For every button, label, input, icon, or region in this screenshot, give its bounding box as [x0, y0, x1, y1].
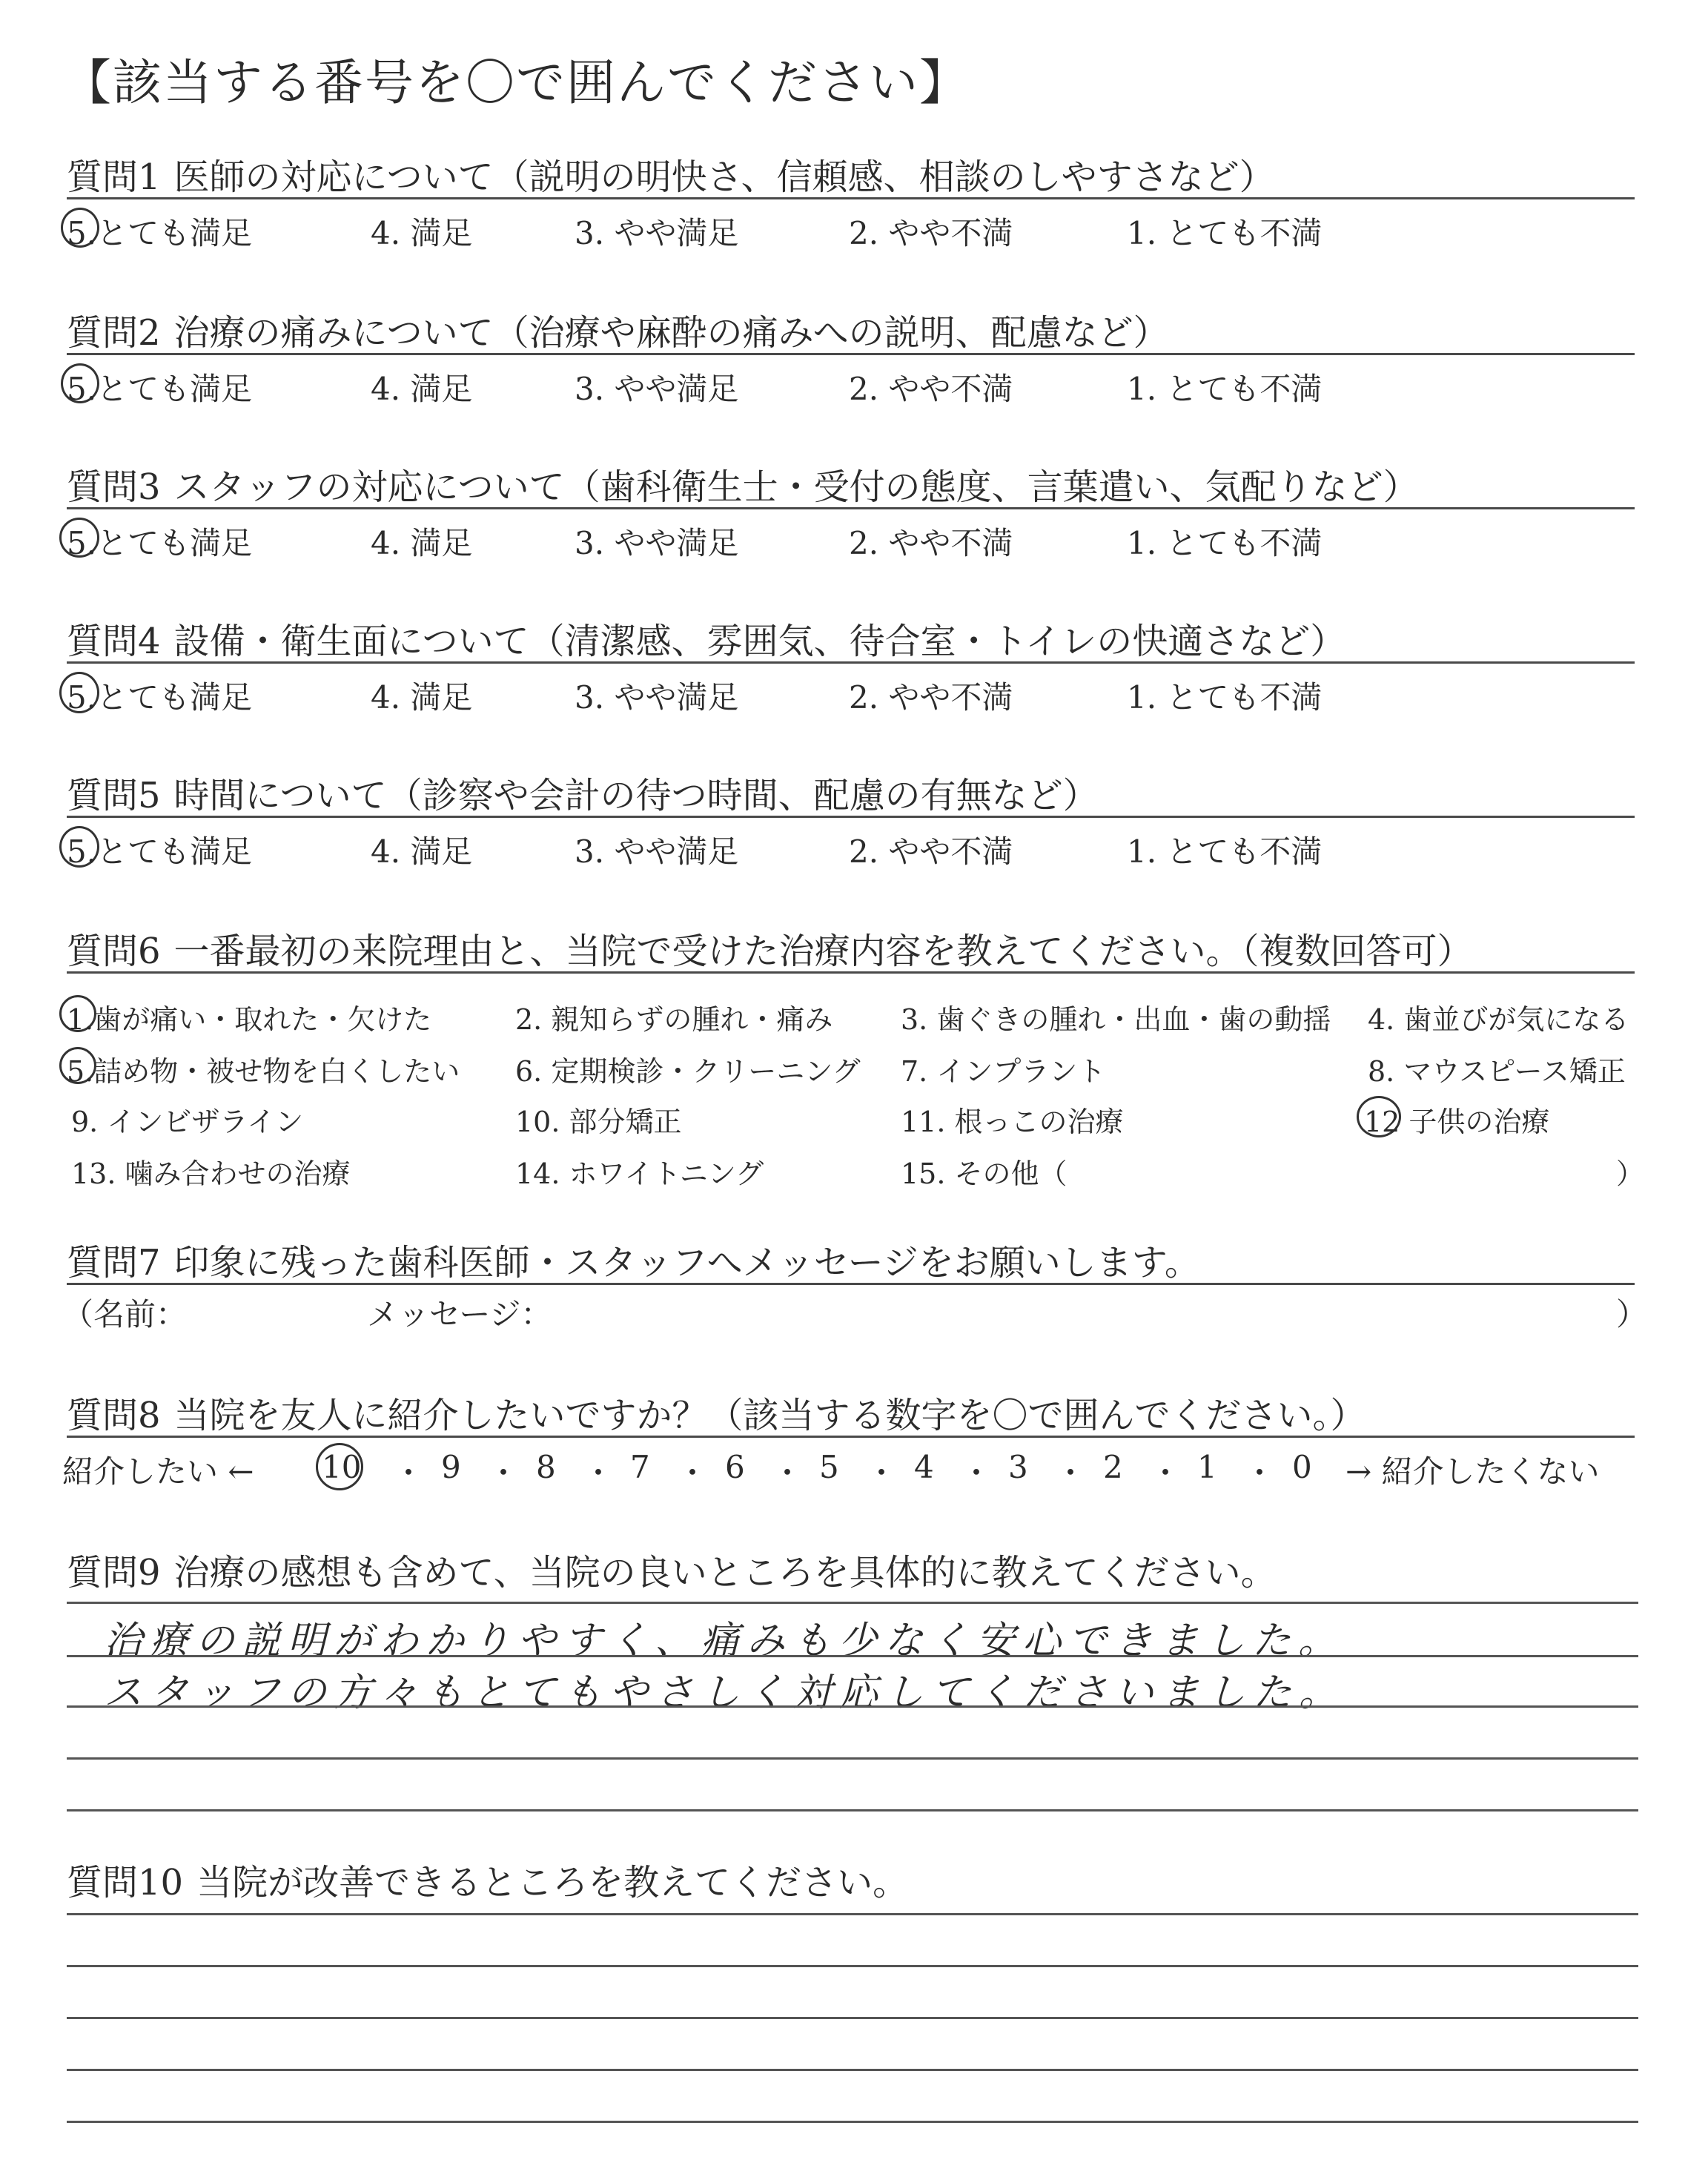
- rating-option-4[interactable]: 4. 満足: [371, 679, 473, 716]
- rating-option-3[interactable]: 3. やや満足: [575, 679, 739, 716]
- question-text: 印象に残った歯科医師・スタッフへメッセージをお願いします。: [173, 1242, 1200, 1284]
- other-close-paren: ）: [1616, 1157, 1645, 1190]
- answer-rule: [67, 1283, 1635, 1285]
- answer-line: [67, 1655, 1638, 1657]
- answer-rule: [67, 816, 1635, 818]
- question-number: 質問4: [67, 621, 161, 662]
- rating-option-2[interactable]: 2. やや不満: [849, 679, 1013, 716]
- reason-option-5[interactable]: 5.詰め物・被せ物を白くしたい: [67, 1055, 460, 1088]
- reason-option-13[interactable]: 13. 噛み合わせの治療: [71, 1157, 351, 1190]
- question-text: 時間について（診察や会計の待つ時間、配慮の有無など）: [173, 775, 1099, 816]
- reason-option-1[interactable]: 1.歯が痛い・取れた・欠けた: [67, 1003, 432, 1036]
- question-text: 当院が改善できるところを教えてください。: [196, 1862, 909, 1903]
- question-header: [67, 922, 1638, 970]
- reason-option-4[interactable]: 4. 歯並びが気になる: [1368, 1003, 1629, 1036]
- answer-line: [67, 1965, 1638, 1967]
- message-label: メッセージ：: [367, 1296, 552, 1332]
- reason-option-7[interactable]: 7. インプラント: [901, 1055, 1106, 1088]
- question-number: 質問6: [67, 931, 161, 972]
- question-text: 当院を友人に紹介したいですか？（該当する数字を〇で囲んでください。）: [173, 1395, 1366, 1436]
- rating-option-2[interactable]: 2. やや不満: [849, 371, 1013, 407]
- question-header: [67, 304, 1638, 354]
- scale-1[interactable]: 1: [1197, 1449, 1217, 1485]
- question-text: 治療の痛みについて（治療や麻酔の痛みへの説明、配慮など）: [173, 312, 1169, 354]
- answer-line: [67, 1809, 1638, 1811]
- question-number: 質問10: [67, 1862, 184, 1903]
- rating-option-5[interactable]: 5.とても満足: [67, 833, 253, 870]
- rating-option-1[interactable]: 1. とても不満: [1127, 833, 1323, 870]
- question-header: [67, 1234, 1638, 1284]
- question-number: 質問2: [67, 312, 161, 354]
- rating-option-3[interactable]: 3. やや満足: [575, 525, 739, 561]
- handwritten-answer-line-1: 治療の説明がわかりやすく、痛みも少なく安心できました。: [104, 1619, 1344, 1663]
- question-number: 質問9: [67, 1552, 161, 1593]
- answer-line: [67, 1913, 1638, 1915]
- answer-line: [67, 2069, 1638, 2071]
- scale-dot: ・: [677, 1455, 709, 1491]
- rating-option-5[interactable]: 5.とても満足: [67, 525, 253, 561]
- answer-rule: [67, 661, 1635, 664]
- question-header: [67, 1387, 1638, 1434]
- rating-option-3[interactable]: 3. やや満足: [575, 215, 739, 251]
- answer-line: [67, 2017, 1638, 2019]
- reason-option-12[interactable]: 12 子供の治療: [1364, 1106, 1550, 1138]
- scale-dot: ・: [772, 1455, 804, 1491]
- scale-10[interactable]: 10: [322, 1449, 362, 1485]
- scale-8[interactable]: 8: [536, 1449, 556, 1485]
- question-header: [67, 612, 1638, 660]
- question-text: 医師の対応について（説明の明快さ、信頼感、相談のしやすさなど）: [173, 156, 1275, 198]
- rating-option-5[interactable]: 5.とても満足: [67, 371, 253, 407]
- answer-rule: [67, 1436, 1635, 1438]
- rating-option-5[interactable]: 5.とても満足: [67, 679, 253, 716]
- survey-title: 【該当する番号を〇で囲んでください】: [62, 54, 970, 111]
- answer-rule: [67, 971, 1635, 974]
- reason-option-8[interactable]: 8. マウスピース矯正: [1368, 1055, 1626, 1088]
- rating-option-1[interactable]: 1. とても不満: [1127, 679, 1323, 716]
- scale-dot: ・: [866, 1455, 898, 1491]
- reason-option-14[interactable]: 14. ホワイトニング: [515, 1157, 764, 1190]
- rating-option-4[interactable]: 4. 満足: [371, 525, 473, 561]
- scale-4[interactable]: 4: [914, 1449, 934, 1485]
- rating-options: [67, 828, 1638, 872]
- scale-9[interactable]: 9: [441, 1449, 461, 1485]
- rating-options: [67, 519, 1638, 564]
- rating-option-4[interactable]: 4. 満足: [371, 833, 473, 870]
- question-number: 質問3: [67, 466, 161, 508]
- scale-6[interactable]: 6: [725, 1449, 745, 1485]
- answer-rule: [67, 507, 1635, 509]
- rating-option-2[interactable]: 2. やや不満: [849, 215, 1013, 251]
- rating-option-2[interactable]: 2. やや不満: [849, 833, 1013, 870]
- reason-option-11[interactable]: 11. 根っこの治療: [901, 1106, 1124, 1138]
- reason-option-15[interactable]: 15. その他（: [901, 1157, 1068, 1190]
- scale-dot: ・: [583, 1455, 615, 1491]
- close-paren: ）: [1616, 1296, 1648, 1332]
- question-number: 質問5: [67, 775, 161, 816]
- name-label: （名前：: [62, 1296, 188, 1332]
- scale-dot: ・: [1055, 1455, 1087, 1491]
- question-text: 一番最初の来院理由と、当院で受けた治療内容を教えてください。（複数回答可）: [173, 931, 1473, 972]
- question-number: 質問7: [67, 1242, 161, 1284]
- answer-line: [67, 1602, 1638, 1604]
- rating-option-4[interactable]: 4. 満足: [371, 371, 473, 407]
- question-text: 治療の感想も含めて、当院の良いところを具体的に教えてください。: [173, 1552, 1277, 1593]
- scale-dot: ・: [1244, 1455, 1276, 1491]
- question-header: [67, 458, 1638, 506]
- scale-5[interactable]: 5: [819, 1449, 839, 1485]
- reason-option-2[interactable]: 2. 親知らずの腫れ・痛み: [515, 1003, 833, 1036]
- question-header: [67, 148, 1638, 196]
- reason-option-3[interactable]: 3. 歯ぐきの腫れ・出血・歯の動揺: [901, 1003, 1331, 1036]
- rating-option-1[interactable]: 1. とても不満: [1127, 215, 1323, 251]
- reason-option-6[interactable]: 6. 定期検診・クリーニング: [515, 1055, 861, 1088]
- rating-option-5[interactable]: 5.とても満足: [67, 215, 253, 251]
- scale-dot: ・: [393, 1455, 425, 1491]
- answer-line: [67, 1705, 1638, 1708]
- rating-option-1[interactable]: 1. とても不満: [1127, 525, 1323, 561]
- question-header: [67, 767, 1638, 814]
- rating-option-4[interactable]: 4. 満足: [371, 215, 473, 251]
- rating-option-3[interactable]: 3. やや満足: [575, 833, 739, 870]
- question-header: [67, 1854, 1638, 1901]
- scale-7[interactable]: 7: [630, 1449, 650, 1485]
- rating-option-1[interactable]: 1. とても不満: [1127, 371, 1323, 407]
- rating-option-2[interactable]: 2. やや不満: [849, 525, 1013, 561]
- rating-options: [67, 673, 1638, 718]
- scale-dot: ・: [1150, 1455, 1182, 1491]
- handwritten-answer-line-2: スタッフの方々もとてもやさしく対応してくださいました。: [104, 1671, 1345, 1715]
- recommend-left-label: 紹介したい ←: [62, 1453, 254, 1490]
- answer-line: [67, 1757, 1638, 1760]
- scale-0[interactable]: 0: [1292, 1449, 1312, 1485]
- question-number: 質問1: [67, 156, 161, 198]
- question-text: 設備・衛生面について（清潔感、雰囲気、待合室・トイレの快適さなど）: [173, 621, 1346, 662]
- scale-3[interactable]: 3: [1008, 1449, 1028, 1485]
- question-number: 質問8: [67, 1395, 161, 1436]
- recommend-right-label: → 紹介したくない: [1345, 1453, 1600, 1490]
- scale-2[interactable]: 2: [1103, 1449, 1123, 1485]
- rating-options: [67, 209, 1638, 254]
- reason-option-9[interactable]: 9. インビザライン: [71, 1106, 304, 1138]
- rating-options: [67, 365, 1638, 409]
- scale-dot: ・: [961, 1455, 993, 1491]
- answer-rule: [67, 197, 1635, 199]
- scale-dot: ・: [488, 1455, 520, 1491]
- question-header: [67, 1544, 1638, 1591]
- answer-rule: [67, 353, 1635, 355]
- reason-option-10[interactable]: 10. 部分矯正: [515, 1106, 682, 1138]
- rating-option-3[interactable]: 3. やや満足: [575, 371, 739, 407]
- question-text: スタッフの対応について（歯科衛生士・受付の態度、言葉遣い、気配りなど）: [173, 466, 1419, 508]
- answer-line: [67, 2121, 1638, 2123]
